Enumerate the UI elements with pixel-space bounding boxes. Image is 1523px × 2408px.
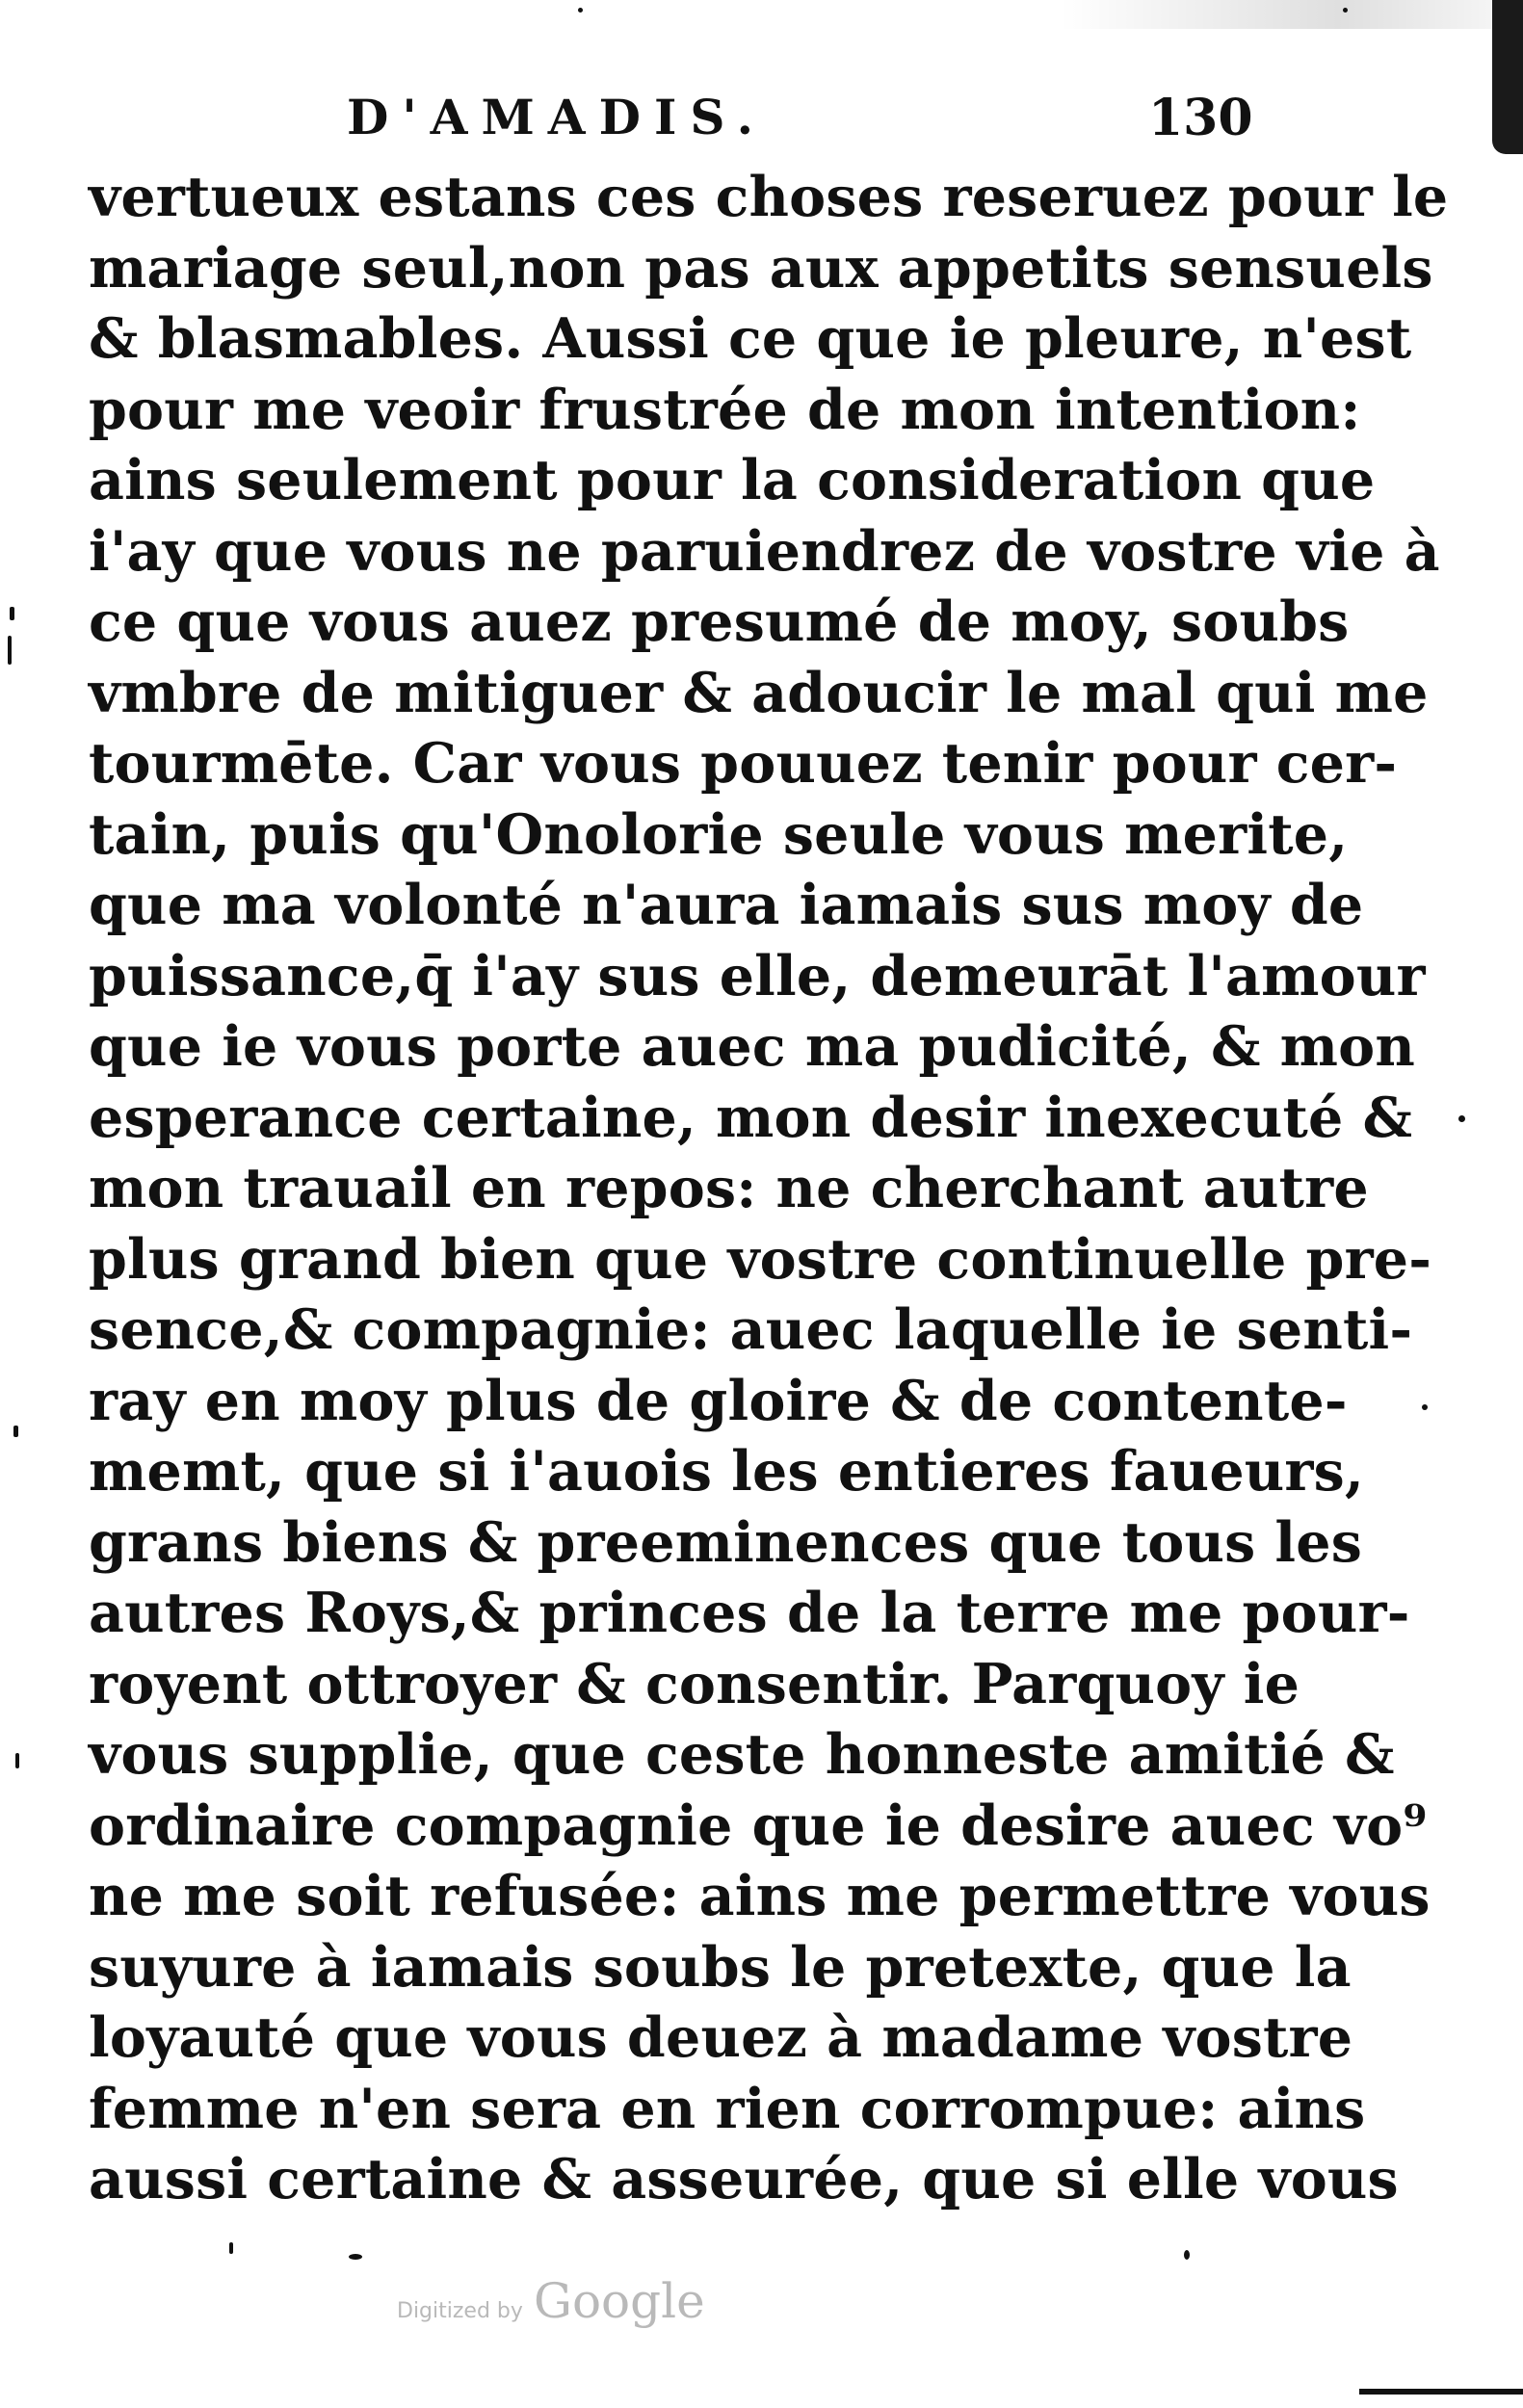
text-line: puissance,q̄ i'ay sus elle, demeurāt l'amour — [89, 943, 1426, 1008]
text-line: ray en moy plus de gloire & de contente- — [89, 1368, 1348, 1433]
page-edge-mark — [1492, 0, 1523, 154]
text-line: tourmēte. Car vous pouuez tenir pour cer- — [89, 731, 1398, 796]
ink-speck — [229, 2242, 233, 2254]
digitization-watermark — [397, 2273, 705, 2329]
text-line: esperance certaine, mon desir inexecuté & — [89, 1085, 1413, 1150]
text-line: vertueux estans ces choses reseruez pour le — [89, 165, 1449, 229]
ink-speck — [1422, 1404, 1428, 1410]
ink-speck — [10, 607, 14, 620]
text-line: plus grand bien que vostre continuelle pre- — [89, 1226, 1432, 1292]
text-line: vmbre de mitiguer & adoucir le mal qui me — [89, 660, 1429, 725]
text-line: ains seulement pour la consideration que — [89, 448, 1376, 512]
text-line: sence,& compagnie: auec laquelle ie senti- — [89, 1297, 1413, 1362]
text-line: aussi certaine & asseurée, que si elle vous — [89, 2147, 1399, 2212]
text-line: memt, que si i'auois les entieres faueurs, — [89, 1439, 1364, 1504]
text-line: loyauté que vous deuez à madame vostre — [89, 2005, 1353, 2070]
text-line: autres Roys,& princes de la terre me pour- — [89, 1581, 1410, 1645]
text-line: i'ay que vous ne paruiendrez de vostre vie à — [89, 518, 1440, 584]
page-edge-bar — [1359, 2389, 1523, 2395]
text-line: royent ottroyer & consentir. Parquoy ie — [89, 1651, 1300, 1716]
text-line: ordinaire compagnie que ie desire auec vo⁹ — [89, 1793, 1428, 1858]
ink-speck — [1343, 8, 1348, 13]
text-line: que ma volonté n'aura iamais sus moy de — [89, 873, 1364, 937]
ink-speck — [13, 1426, 18, 1437]
watermark-prefix: Digitized by — [397, 2299, 523, 2323]
ink-speck — [349, 2254, 362, 2260]
ink-speck — [1184, 2250, 1190, 2260]
text-line: & blasmables. Aussi ce que ie pleure, n'est — [89, 306, 1412, 371]
text-line: vous supplie, que ceste honneste amitié & — [89, 1722, 1395, 1787]
text-line: mariage seul,non pas aux appetits sensuels — [89, 235, 1433, 301]
page-number: 130 — [1148, 89, 1253, 147]
ink-speck — [1458, 1115, 1465, 1122]
ink-speck — [578, 8, 583, 13]
text-line: ce que vous auez presumé de moy, soubs — [89, 589, 1350, 654]
text-line: suyure à iamais soubs le pretexte, que la — [89, 1934, 1352, 2000]
text-line: femme n'en sera en rien corrompue: ains — [89, 2076, 1366, 2141]
top-edge-bleed — [1060, 0, 1523, 29]
ink-speck — [15, 1753, 19, 1768]
text-line: ne me soit refusée: ains me permettre vous — [89, 1864, 1431, 1928]
ink-speck — [8, 636, 12, 665]
body-text — [89, 162, 1449, 2215]
running-head: D'AMADIS. — [347, 89, 768, 145]
text-line: grans biens & preeminences que tous les — [89, 1509, 1363, 1575]
text-line: tain, puis qu'Onolorie seule vous merite, — [89, 801, 1349, 867]
text-line: pour me veoir frustrée de mon intention: — [89, 377, 1361, 442]
watermark-brand: Google — [534, 2273, 705, 2329]
text-line: mon trauail en repos: ne cherchant autre — [89, 1156, 1369, 1220]
text-line: que ie vous porte auec ma pudicité, & mon — [89, 1014, 1416, 1079]
